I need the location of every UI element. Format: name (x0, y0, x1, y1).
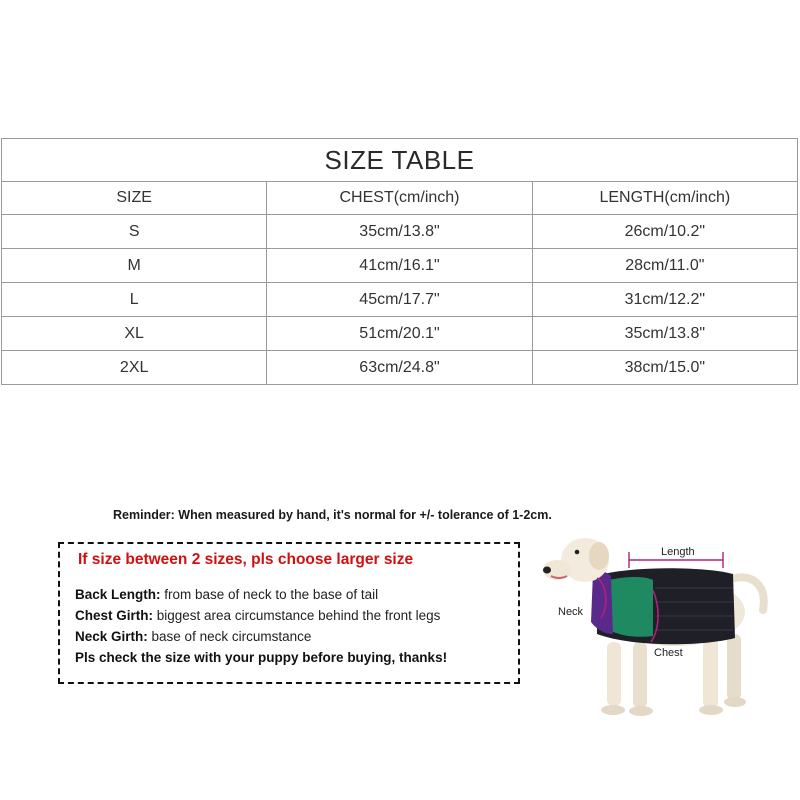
table-row (2, 351, 798, 385)
chest-girth-line (75, 605, 447, 626)
reminder-text: Reminder: When measured by hand, it's normal for +/- tolerance of 1-2cm. (113, 508, 552, 522)
cell-length: 38cm/15.0" (532, 351, 797, 385)
cell-size: XL (2, 317, 267, 351)
neck-girth-text: base of neck circumstance (147, 629, 312, 644)
dog-illustration (535, 530, 795, 730)
table-row (2, 317, 798, 351)
table-title: SIZE TABLE (2, 139, 798, 182)
chest-girth-text: biggest area circumstance behind the front legs (153, 608, 441, 623)
notice-box (58, 542, 520, 684)
back-length-line (75, 584, 447, 605)
table-header-row (2, 182, 798, 215)
neck-girth-key: Neck Girth: (75, 629, 148, 644)
table-row (2, 215, 798, 249)
cell-chest: 51cm/20.1" (267, 317, 532, 351)
neck-label: Neck (558, 606, 584, 618)
header-length: LENGTH(cm/inch) (532, 182, 797, 215)
final-note: Pls check the size with your puppy before buying, thanks! (75, 650, 448, 665)
cell-size: M (2, 249, 267, 283)
cell-size: 2XL (2, 351, 267, 385)
table-row (2, 283, 798, 317)
cell-size: L (2, 283, 267, 317)
cell-chest: 41cm/16.1" (267, 249, 532, 283)
chest-girth-key: Chest Girth: (75, 608, 154, 623)
back-length-text: from base of neck to the base of tail (160, 587, 379, 602)
cell-chest: 35cm/13.8" (267, 215, 532, 249)
notice-lines (75, 584, 447, 668)
length-label: Length (661, 546, 695, 558)
size-table (1, 138, 798, 385)
chest-label: Chest (654, 647, 683, 659)
cell-length: 31cm/12.2" (532, 283, 797, 317)
dog-measurement-diagram (535, 530, 795, 730)
cell-size: S (2, 215, 267, 249)
header-size: SIZE (2, 182, 267, 215)
cell-chest: 45cm/17.7" (267, 283, 532, 317)
neck-girth-line (75, 626, 447, 647)
cell-length: 28cm/11.0" (532, 249, 797, 283)
table-row (2, 249, 798, 283)
header-chest: CHEST(cm/inch) (267, 182, 532, 215)
cell-length: 35cm/13.8" (532, 317, 797, 351)
notice-heading: If size between 2 sizes, pls choose larger size (78, 551, 414, 568)
cell-length: 26cm/10.2" (532, 215, 797, 249)
cell-chest: 63cm/24.8" (267, 351, 532, 385)
back-length-key: Back Length: (75, 587, 161, 602)
